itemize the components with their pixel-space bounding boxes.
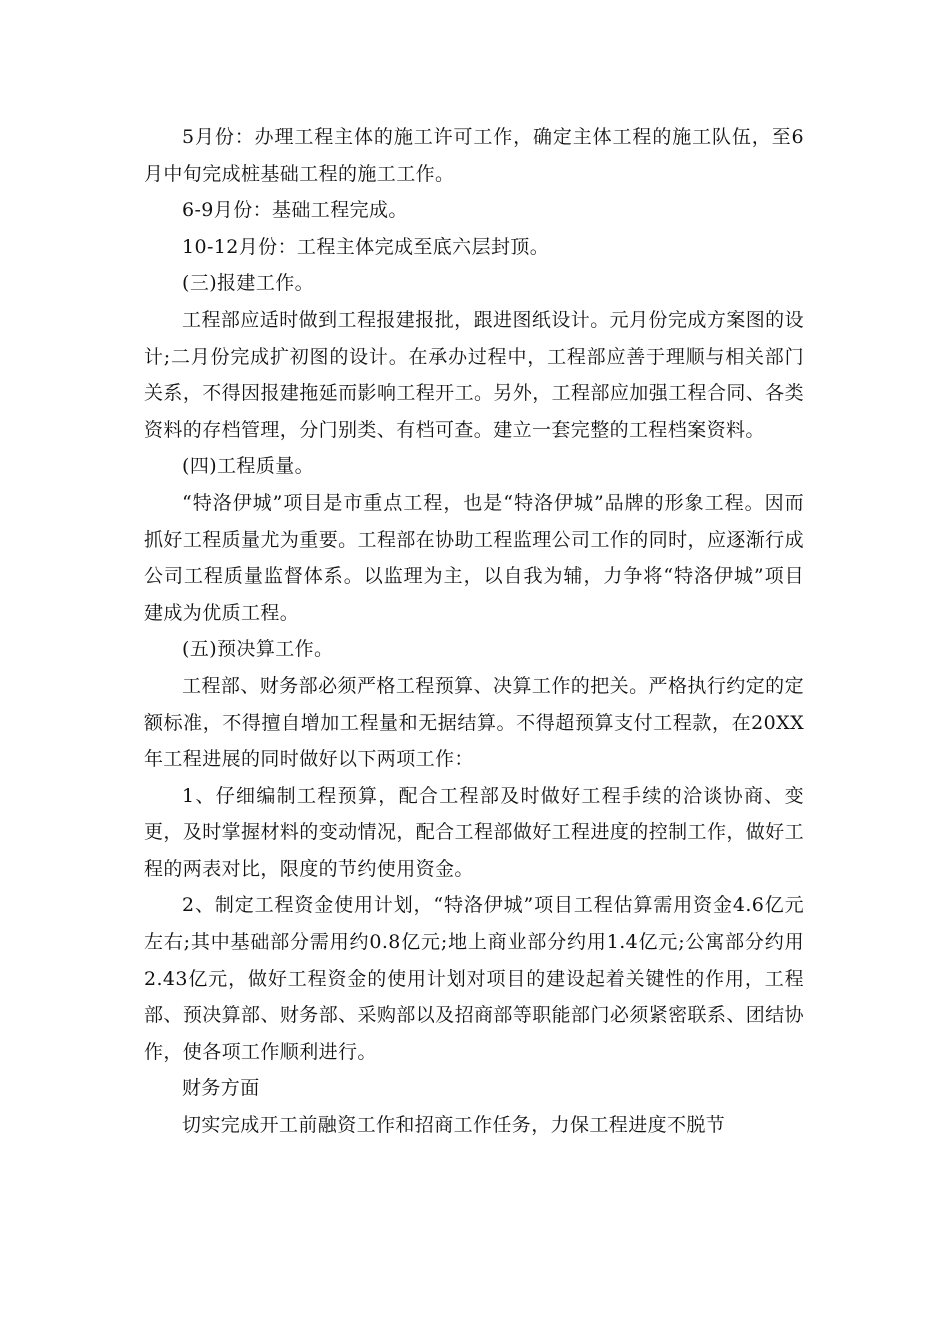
paragraph-budget: 工程部、财务部必须严格工程预算、决算工作的把关。严格执行约定的定额标准，不得擅自增加工程量和无据结算。不得超预算支付工程款，在20XX年工程进展的同时做好以下两项工作： [144,674,804,771]
heading-permit-work: (三)报建工作。 [182,272,315,295]
paragraph-permit-work: 工程部应适时做到工程报建报批，跟进图纸设计。元月份完成方案图的设计;二月份完成扩初图的设计。在承办过程中，工程部应善于理顺与相关部门关系，不得因报建拖延而影响工程开工。另外，工程部应加强工程合同、各类资料的存档管理，分门别类、有档可查。建立一套完整的工程档案资料。 [144,308,804,441]
heading-budget: (五)预决算工作。 [182,638,334,661]
list-item-budget-2: 2、制定工程资金使用计划，“特洛伊城”项目工程估算需用资金4.6亿元左右;其中基础部分需用约0.8亿元;地上商业部分约用1.4亿元;公寓部分约用2.43亿元，做好工程资金的使用计划对项目的建设起着关键性的作用，工程部、预决算部、财务部、采购部以及招商部等职能部门必须紧密联系、团结协作，使各项工作顺利进行。 [144,894,804,1063]
heading-finance: 财务方面 [182,1077,260,1100]
list-item-budget-1: 1、仔细编制工程预算，配合工程部及时做好工程手续的洽谈协商、变更，及时掌握材料的变动情况，配合工程部做好工程进度的控制工作，做好工程的两表对比，限度的节约使用资金。 [144,784,804,880]
document-body [144,119,804,1144]
paragraph-quality: “特洛伊城”项目是市重点工程，也是“特洛伊城”品牌的形象工程。因而抓好工程质量尤为重要。工程部在协助工程监理公司工作的同时，应逐渐行成公司工程质量监督体系。以监理为主，以自我为辅，力争将“特洛伊城”项目建成为优质工程。 [144,491,804,624]
paragraph-jun-sep-schedule: 6-9月份：基础工程完成。 [182,199,408,222]
paragraph-finance: 切实完成开工前融资工作和招商工作任务，力保工程进度不脱节 [182,1114,726,1137]
paragraph-oct-dec-schedule: 10-12月份：工程主体完成至底六层封顶。 [182,235,550,258]
heading-quality: (四)工程质量。 [182,455,315,478]
paragraph-may-schedule: 5月份：办理工程主体的施工许可工作，确定主体工程的施工队伍，至6月中旬完成桩基础工程的施工工作。 [144,126,804,185]
